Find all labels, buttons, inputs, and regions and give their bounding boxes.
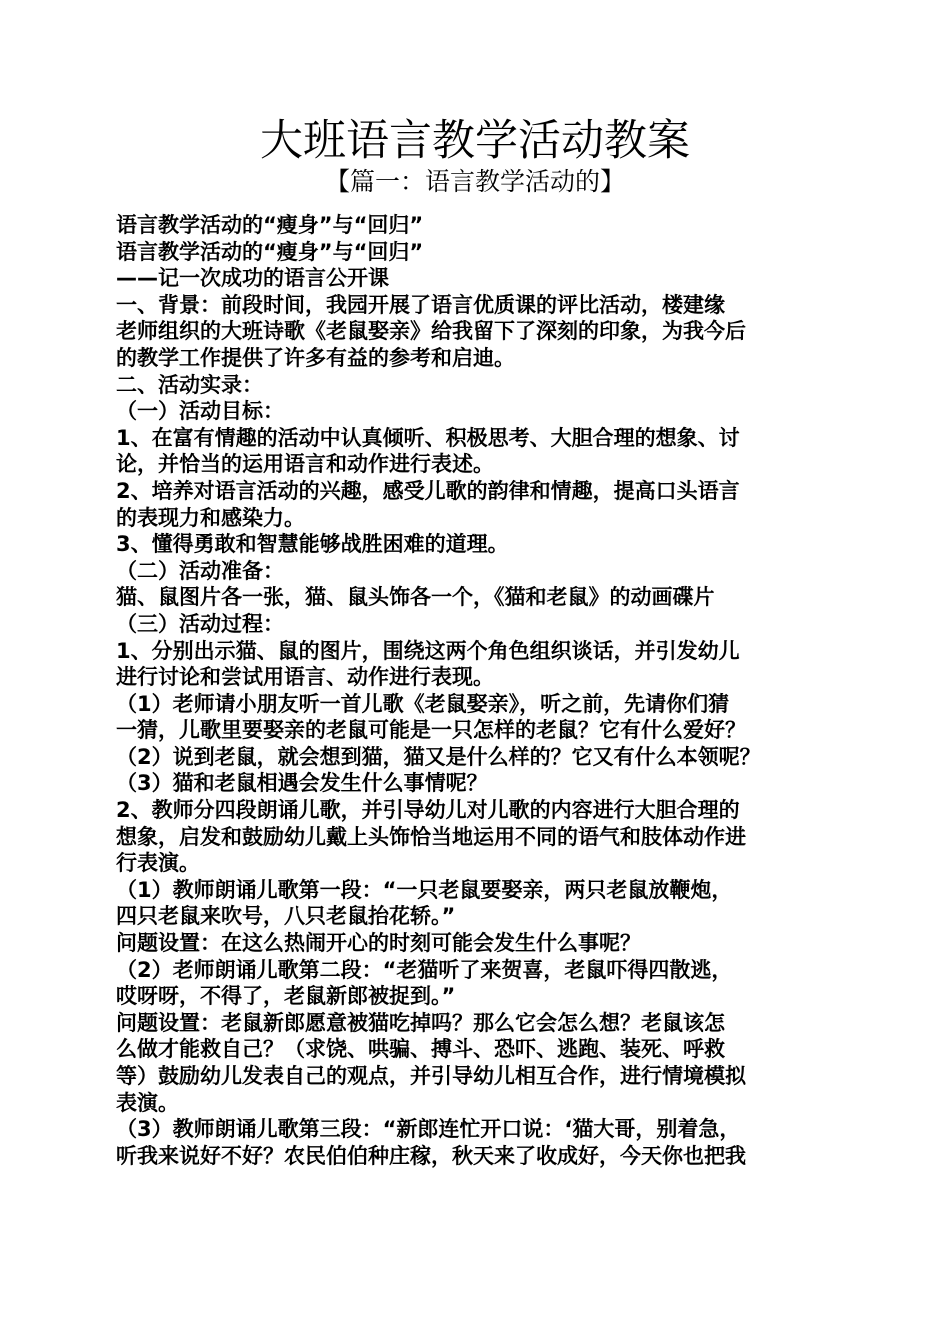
body-line: 二、活动实录： [116,372,263,397]
body-line: 四只老鼠来吹号，八只老鼠抬花轿。” [116,904,456,929]
body-line: 一猜，儿歌里要娶亲的老鼠可能是一只怎样的老鼠？它有什么爱好？ [116,718,746,743]
body-line: （二）活动准备： [116,558,284,583]
body-line: 1、在富有情趣的活动中认真倾听、积极思考、大胆合理的想象、讨 [116,425,740,450]
document-title: 大班语言教学活动教案 [260,116,690,166]
body-line: （3）教师朗诵儿歌第三段：“新郎连忙开口说：‘猫大哥，别着急， [116,1117,741,1142]
body-line: （3）猫和老鼠相遇会发生什么事情呢？ [116,771,488,796]
body-line: （一）活动目标： [116,399,284,424]
body-line: 一、背景：前段时间，我园开展了语言优质课的评比活动，楼建缘 [116,292,725,317]
body-line: 语言教学活动的“瘦身”与“回归” [116,213,424,237]
body-line: 3、懂得勇敢和智慧能够战胜困难的道理。 [116,532,509,557]
body-line: 的教学工作提供了许多有益的参考和启迪。 [116,345,515,370]
body-line: 想象，启发和鼓励幼儿戴上头饰恰当地运用不同的语气和肢体动作进 [116,824,746,849]
body-line: （2）老师朗诵儿歌第二段：“老猫听了来贺喜，老鼠吓得四散逃， [116,957,733,982]
body-line: 问题设置：老鼠新郎愿意被猫吃掉吗？那么它会怎么想？老鼠该怎 [116,1010,725,1035]
body-line: 2、培养对语言活动的兴趣，感受儿歌的韵律和情趣，提高口头语言 [116,478,740,503]
body-line: 进行讨论和尝试用语言、动作进行表现。 [116,665,494,690]
body-line: 表演。 [116,1090,179,1115]
body-line: （三）活动过程： [116,611,284,636]
body-line: 的表现力和感染力。 [116,505,305,530]
body-line: 猫、鼠图片各一张，猫、鼠头饰各一个，《猫和老鼠》的动画碟片 [116,585,715,610]
body-line: 语言教学活动的“瘦身”与“回归” [116,239,424,264]
body-line: 行表演。 [116,851,200,876]
body-line: 论，并恰当的运用语言和动作进行表述。 [116,452,494,477]
body-line: 1、分别出示猫、鼠的图片，围绕这两个角色组织谈话，并引发幼儿 [116,638,740,663]
document-subtitle: 【篇一：语言教学活动的】 [324,167,625,196]
body-line: （1）老师请小朋友听一首儿歌《老鼠娶亲》，听之前，先请你们猜 [116,691,730,716]
body-line: （1）教师朗诵儿歌第一段：“一只老鼠要娶亲，两只老鼠放鞭炮， [116,877,733,902]
body-line: 哎呀呀，不得了，老鼠新郎被捉到。” [116,984,456,1009]
body-line: 2、教师分四段朗诵儿歌，并引导幼儿对儿歌的内容进行大胆合理的 [116,798,740,823]
document-body [116,212,842,1169]
body-line: 问题设置：在这么热闹开心的时刻可能会发生什么事呢？ [116,931,641,956]
body-line: （2）说到老鼠，就会想到猫，猫又是什么样的？它又有什么本领呢？ [116,744,761,769]
body-line: 听我来说好不好？农民伯伯种庄稼，秋天来了收成好，今天你也把我 [116,1143,746,1168]
body-line: 等）鼓励幼儿发表自己的观点，并引导幼儿相互合作，进行情境模拟 [116,1064,746,1088]
body-line: 么做才能救自己？（求饶、哄骗、搏斗、恐吓、逃跑、装死、呼救 [116,1037,725,1062]
body-line: 老师组织的大班诗歌《老鼠娶亲》给我留下了深刻的印象，为我今后 [116,319,746,344]
body-line: ——记一次成功的语言公开课 [116,266,389,291]
